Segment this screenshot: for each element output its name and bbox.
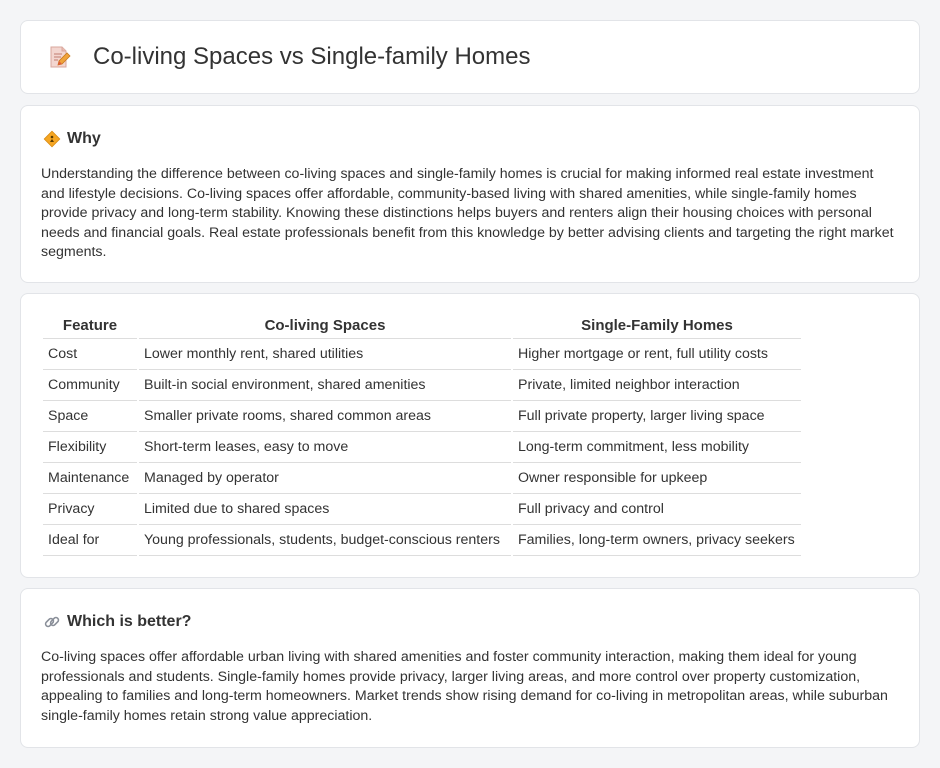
cell-single-family: Full privacy and control bbox=[513, 494, 801, 525]
table-row bbox=[43, 463, 801, 494]
comparison-section bbox=[20, 293, 920, 578]
better-header bbox=[21, 589, 919, 633]
why-section bbox=[20, 105, 920, 283]
page-title: Co-living Spaces vs Single-family Homes bbox=[93, 43, 531, 70]
cell-feature: Space bbox=[43, 401, 137, 432]
cell-feature: Community bbox=[43, 370, 137, 401]
why-text: Understanding the difference between co-living spaces and single-family homes is crucial for making informed real estate investment and lifestyle decisions. Co-living spaces offer affordable, community-based living with shared amenities, while single-family homes provide privacy and long-term stability. Knowing these distinctions helps buyers and renters align their housing choices with personal needs and financial goals. Real estate professionals benefit from this knowledge by better advising clients and targeting the right market segments. bbox=[41, 166, 894, 261]
cell-single-family: Higher mortgage or rent, full utility costs bbox=[513, 339, 801, 370]
cell-co-living: Managed by operator bbox=[139, 463, 511, 494]
cell-single-family: Families, long-term owners, privacy seekers bbox=[513, 525, 801, 556]
link-icon bbox=[43, 613, 61, 631]
cell-feature: Maintenance bbox=[43, 463, 137, 494]
cell-feature: Ideal for bbox=[43, 525, 137, 556]
header-feature: Feature bbox=[43, 313, 137, 339]
table-row bbox=[43, 525, 801, 556]
comparison-table bbox=[43, 313, 801, 556]
cell-feature: Privacy bbox=[43, 494, 137, 525]
diamond-sign-icon bbox=[43, 130, 61, 148]
cell-single-family: Long-term commitment, less mobility bbox=[513, 432, 801, 463]
cell-co-living: Young professionals, students, budget-conscious renters bbox=[139, 525, 511, 556]
cell-single-family: Private, limited neighbor interaction bbox=[513, 370, 801, 401]
which-better-section bbox=[20, 588, 920, 748]
better-title: Which is better? bbox=[67, 613, 192, 630]
document-pencil-icon bbox=[47, 45, 71, 69]
cell-co-living: Built-in social environment, shared amenities bbox=[139, 370, 511, 401]
cell-single-family: Full private property, larger living space bbox=[513, 401, 801, 432]
cell-feature: Flexibility bbox=[43, 432, 137, 463]
why-header bbox=[21, 106, 919, 150]
title-row bbox=[21, 21, 919, 93]
header-co-living: Co-living Spaces bbox=[139, 313, 511, 339]
table-row bbox=[43, 370, 801, 401]
title-card bbox=[20, 20, 920, 94]
table-row bbox=[43, 432, 801, 463]
cell-co-living: Lower monthly rent, shared utilities bbox=[139, 339, 511, 370]
table-row bbox=[43, 339, 801, 370]
header-single-family: Single-Family Homes bbox=[513, 313, 801, 339]
cell-co-living: Limited due to shared spaces bbox=[139, 494, 511, 525]
table-row bbox=[43, 494, 801, 525]
better-text: Co-living spaces offer affordable urban living with shared amenities and foster community interaction, making them ideal for young professionals and students. Single-family homes provide privacy, larger living areas, and more control over property customization, appealing to families and long-term homeowners. Market trends show rising demand for co-living in metropolitan areas, while suburban single-family homes retain strong value appreciation. bbox=[41, 649, 888, 724]
cell-single-family: Owner responsible for upkeep bbox=[513, 463, 801, 494]
table-header-row bbox=[43, 313, 801, 339]
cell-co-living: Smaller private rooms, shared common areas bbox=[139, 401, 511, 432]
cell-co-living: Short-term leases, easy to move bbox=[139, 432, 511, 463]
why-title: Why bbox=[67, 130, 101, 147]
cell-feature: Cost bbox=[43, 339, 137, 370]
table-row bbox=[43, 401, 801, 432]
